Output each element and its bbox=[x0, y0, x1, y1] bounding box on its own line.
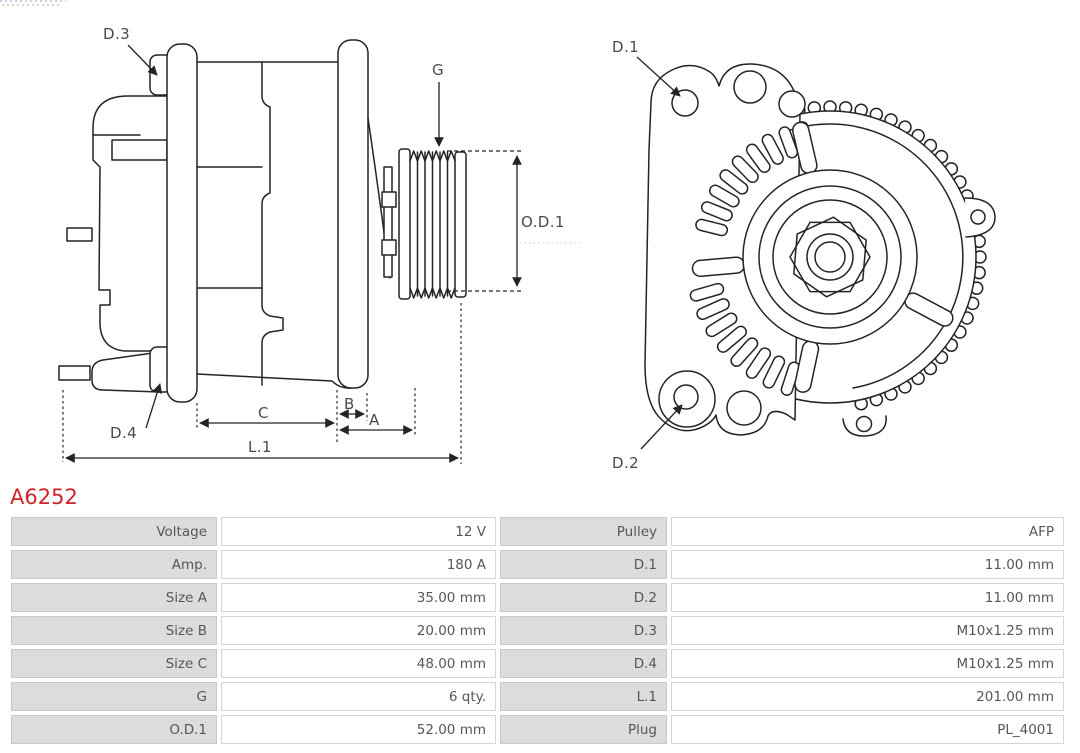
dim-label-c: C bbox=[258, 404, 269, 422]
spec-value-d1: 11.00 mm bbox=[671, 550, 1064, 579]
spec-value-od1: 52.00 mm bbox=[221, 715, 496, 744]
pulley bbox=[399, 149, 466, 299]
lower-stud bbox=[59, 366, 90, 380]
spec-value-d2: 11.00 mm bbox=[671, 583, 1064, 612]
spec-label-voltage: Voltage bbox=[11, 517, 217, 546]
part-number: A6252 bbox=[10, 485, 78, 509]
front-bracket-plate bbox=[167, 44, 197, 402]
body-split-line bbox=[262, 62, 283, 385]
spec-value-size-b: 20.00 mm bbox=[221, 616, 496, 645]
spec-label-d2: D.2 bbox=[500, 583, 667, 612]
spec-label-d4: D.4 bbox=[500, 649, 667, 678]
dim-label-d3: D.3 bbox=[103, 25, 131, 43]
spec-value-l1: 201.00 mm bbox=[671, 682, 1064, 711]
spec-label-amp: Amp. bbox=[11, 550, 217, 579]
spec-table bbox=[11, 517, 1064, 744]
spec-label-size-b: Size B bbox=[11, 616, 217, 645]
spec-label-d3: D.3 bbox=[500, 616, 667, 645]
spec-label-size-c: Size C bbox=[11, 649, 217, 678]
spec-label-l1: L.1 bbox=[500, 682, 667, 711]
spec-label-g: G bbox=[11, 682, 217, 711]
spec-value-size-a: 35.00 mm bbox=[221, 583, 496, 612]
spec-value-d3: M10x1.25 mm bbox=[671, 616, 1064, 645]
mount-hole-d1 bbox=[672, 90, 698, 116]
spec-value-amp: 180 A bbox=[221, 550, 496, 579]
dim-label-l1: L.1 bbox=[248, 438, 272, 456]
spec-label-d1: D.1 bbox=[500, 550, 667, 579]
spec-value-d4: M10x1.25 mm bbox=[671, 649, 1064, 678]
upper-stud bbox=[67, 228, 92, 241]
dim-label-d2: D.2 bbox=[612, 454, 640, 472]
dim-label-d4: D.4 bbox=[110, 424, 138, 442]
mount-hole-d2 bbox=[674, 385, 698, 409]
spec-label-plug: Plug bbox=[500, 715, 667, 744]
spec-value-size-c: 48.00 mm bbox=[221, 649, 496, 678]
alternator-side-view bbox=[59, 25, 582, 464]
rear-bracket-plate bbox=[338, 40, 368, 388]
dim-label-od1: O.D.1 bbox=[521, 213, 565, 231]
spec-value-g: 6 qty. bbox=[221, 682, 496, 711]
dim-label-b: B bbox=[344, 395, 355, 413]
spec-value-voltage: 12 V bbox=[221, 517, 496, 546]
dim-label-a: A bbox=[369, 411, 380, 429]
alternator-front-view bbox=[612, 38, 995, 472]
spec-value-plug: PL_4001 bbox=[671, 715, 1064, 744]
dim-label-d1: D.1 bbox=[612, 38, 640, 56]
front-pulley-hub bbox=[743, 170, 917, 344]
spec-label-size-a: Size A bbox=[11, 583, 217, 612]
spec-label-pulley: Pulley bbox=[500, 517, 667, 546]
spec-value-pulley: AFP bbox=[671, 517, 1064, 546]
dim-label-g: G bbox=[432, 61, 445, 79]
spec-label-od1: O.D.1 bbox=[11, 715, 217, 744]
